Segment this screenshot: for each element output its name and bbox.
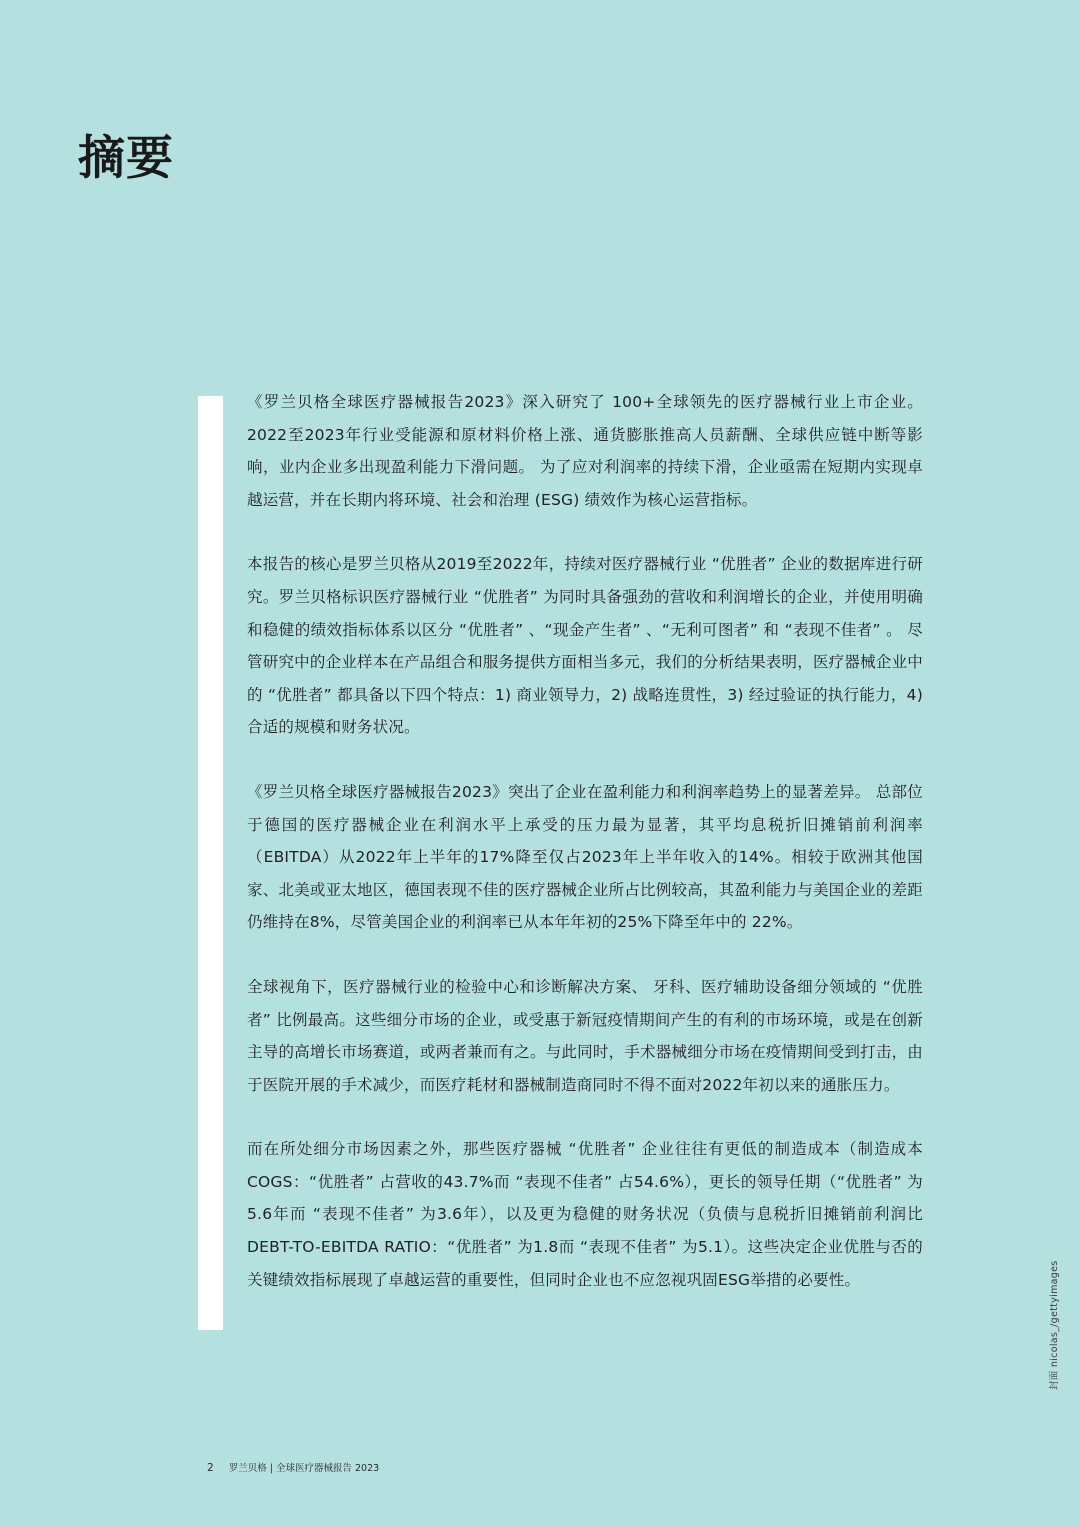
page-title: 摘要: [78, 131, 174, 186]
footer-report-title: 罗兰贝格 | 全球医疗器械报告 2023: [228, 1463, 380, 1474]
page-number: 2: [207, 1462, 214, 1474]
accent-bar: [198, 396, 223, 1330]
summary-paragraph-1: 《罗兰贝格全球医疗器械报告2023》深入研究了 100+全球领先的医疗器械行业上市企业。2022至2023年行业受能源和原材料价格上涨、通货膨胀推高人员薪酬、全球供应链中断等影响，业内企业多出现盈利能力下滑问题。 为了应对利润率的持续下滑，企业亟需在短期内实现卓越运营，并在长期内将环境、社会和治理 (ESG) 绩效作为核心运营指标。: [247, 393, 923, 509]
summary-paragraph-4: 全球视角下，医疗器械行业的检验中心和诊断解决方案、 牙科、医疗辅助设备细分领域的 “优胜者” 比例最高。这些细分市场的企业，或受惠于新冠疫情期间产生的有利的市场环境，或是在创新主导的高增长市场赛道，或两者兼而有之。与此同时，手术器械细分市场在疫情期间受到打击，由于医院开展的手术减少，而医疗耗材和器械制造商同时不得不面对2022年初以来的通胀压力。: [247, 977, 923, 1094]
photo-credit: 封面 nicolas_/gettyimages: [1049, 1260, 1060, 1390]
summary-body: [247, 386, 923, 1328]
summary-paragraph-2: 本报告的核心是罗兰贝格从2019至2022年，持续对医疗器械行业 “优胜者” 企业的数据库进行研究。罗兰贝格标识医疗器械行业 “优胜者” 为同时具备强劲的营收和利润增长的企业，并使用明确和稳健的绩效指标体系以区分 “优胜者” 、“现金产生者” 、“无利可图者” 和 “表现不佳者” 。 尽管研究中的企业样本在产品组合和服务提供方面相当多元，我们的分析结果表明，医疗器械企业中的 “优胜者” 都具备以下四个特点：1) 商业领导力，2) 战略连贯性，3) 经过验证的执行能力，4) 合适的规模和财务状况。: [247, 555, 923, 737]
summary-paragraph-5: 而在所处细分市场因素之外，那些医疗器械 “优胜者” 企业往往有更低的制造成本（制造成本COGS：“优胜者” 占营收的43.7%而 “表现不佳者” 占54.6%），更长的领导任期（“优胜者” 为5.6年而 “表现不佳者” 为3.6年），以及更为稳健的财务状况（负债与息税折旧摊销前利润比DEBT-TO-EBITDA RATIO：“优胜者” 为1.8而 “表现不佳者” 为5.1）。这些决定企业优胜与否的关键绩效指标展现了卓越运营的重要性，但同时企业也不应忽视巩固ESG举措的必要性。: [247, 1140, 923, 1289]
summary-paragraph-3: 《罗兰贝格全球医疗器械报告2023》突出了企业在盈利能力和利润率趋势上的显著差异。 总部位于德国的医疗器械企业在利润水平上承受的压力最为显著，其平均息税折旧摊销前利润率（EBITDA）从2022年上半年的17%降至仅占2023年上半年收入的14%。相较于欧洲其他国家、北美或亚太地区，德国表现不佳的医疗器械企业所占比例较高，其盈利能力与美国企业的差距仍维持在8%，尽管美国企业的利润率已从本年年初的25%下降至年中的 22%。: [247, 782, 923, 932]
page-footer: [207, 1460, 379, 1474]
